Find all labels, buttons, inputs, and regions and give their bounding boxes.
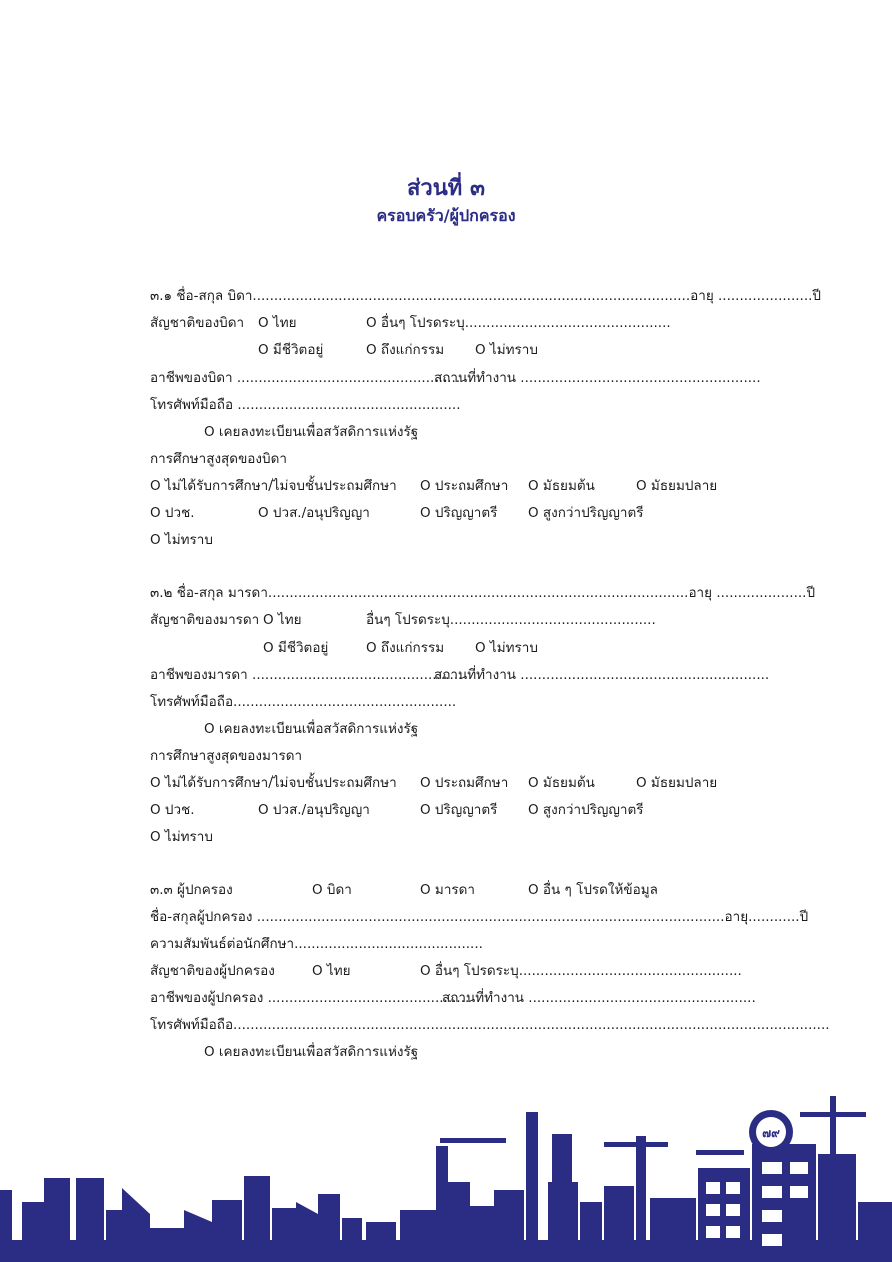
mother-edu-primary-radio[interactable]: O ประถมศึกษา [420, 775, 509, 791]
mother-alive-radio[interactable]: O มีชีวิตอยู่ [263, 640, 329, 656]
guardian-thai-radio[interactable]: O ไทย [312, 963, 351, 979]
mother-edu-bachelor-radio[interactable]: O ปริญญาตรี [420, 802, 498, 818]
city-skyline-illustration [0, 1090, 892, 1262]
emblem-gear-icon [749, 1110, 793, 1154]
father-name-field[interactable]: ๓.๑ ชื่อ-สกุล บิดา......................................................................................................อายุ ......................ปี [150, 288, 821, 304]
father-deceased-radio[interactable]: O ถึงแก่กรรม [366, 342, 445, 358]
father-nationality-label: สัญชาติของบิดา [150, 315, 245, 331]
guardian-occupation-field[interactable]: อาชีพของผู้ปกครอง ............................................... [150, 990, 470, 1006]
father-edu-upper-secondary-radio[interactable]: O มัธยมปลาย [636, 478, 718, 494]
father-edu-above-bachelor-radio[interactable]: O สูงกว่าปริญญาตรี [528, 505, 644, 521]
mother-education-label: การศึกษาสูงสุดของมารดา [150, 748, 303, 764]
guardian-nationality-label: สัญชาติของผู้ปกครอง [150, 963, 275, 979]
father-edu-bachelor-radio[interactable]: O ปริญญาตรี [420, 505, 498, 521]
guardian-label: ๓.๓ ผู้ปกครอง [150, 882, 233, 898]
mother-unknown-radio[interactable]: O ไม่ทราบ [475, 640, 538, 656]
father-unknown-radio[interactable]: O ไม่ทราบ [475, 342, 538, 358]
guardian-relation-field[interactable]: ความสัมพันธ์ต่อนักศึกษา............................................ [150, 936, 483, 952]
father-edu-lower-secondary-radio[interactable]: O มัธยมต้น [528, 478, 595, 494]
father-other-nationality-radio[interactable]: O อื่นๆ โปรดระบุ................................................ [366, 315, 671, 331]
guardian-welfare-checkbox[interactable]: O เคยลงทะเบียนเพื่อสวัสดิการแห่งรัฐ [204, 1044, 419, 1060]
mother-deceased-radio[interactable]: O ถึงแก่กรรม [366, 640, 445, 656]
father-edu-unknown-radio[interactable]: O ไม่ทราบ [150, 532, 213, 548]
mother-nationality-label: สัญชาติของมารดา [150, 612, 260, 628]
father-occupation-field[interactable]: อาชีพของบิดา .................................................... [150, 370, 461, 386]
mother-edu-vocational-radio[interactable]: O ปวช. [150, 802, 195, 818]
father-thai-radio[interactable]: O ไทย [258, 315, 297, 331]
father-edu-high-vocational-radio[interactable]: O ปวส./อนุปริญญา [258, 505, 370, 521]
father-workplace-field[interactable]: สถานที่ทำงาน ........................................................ [434, 370, 761, 386]
father-edu-none-radio[interactable]: O ไม่ได้รับการศึกษา/ไม่จบชั้นประถมศึกษา [150, 478, 397, 494]
father-alive-radio[interactable]: O มีชีวิตอยู่ [258, 342, 324, 358]
mother-thai-radio[interactable]: O ไทย [263, 612, 302, 628]
mother-edu-above-bachelor-radio[interactable]: O สูงกว่าปริญญาตรี [528, 802, 644, 818]
mother-other-nationality-radio[interactable]: อื่นๆ โปรดระบุ................................................ [366, 612, 656, 628]
page-subtitle: ครอบครัว/ผู้ปกครอง [376, 206, 516, 225]
father-education-label: การศึกษาสูงสุดของบิดา [150, 451, 287, 467]
mother-edu-high-vocational-radio[interactable]: O ปวส./อนุปริญญา [258, 802, 370, 818]
mother-welfare-checkbox[interactable]: O เคยลงทะเบียนเพื่อสวัสดิการแห่งรัฐ [204, 721, 419, 737]
mother-phone-field[interactable]: โทรศัพท์มือถือ.................................................... [150, 694, 457, 710]
guardian-other-radio[interactable]: O อื่น ๆ โปรดให้ข้อมูล [528, 882, 658, 898]
father-edu-vocational-radio[interactable]: O ปวช. [150, 505, 195, 521]
guardian-mother-radio[interactable]: O มารดา [420, 882, 475, 898]
mother-name-field[interactable]: ๓.๒ ชื่อ-สกุล มารดา..................................................................................................อายุ .....................ปี [150, 585, 816, 601]
mother-edu-none-radio[interactable]: O ไม่ได้รับการศึกษา/ไม่จบชั้นประถมศึกษา [150, 775, 397, 791]
page-title: ส่วนที่ ๓ [406, 176, 486, 201]
guardian-father-radio[interactable]: O บิดา [312, 882, 352, 898]
mother-edu-unknown-radio[interactable]: O ไม่ทราบ [150, 829, 213, 845]
mother-workplace-field[interactable]: สถานที่ทำงาน .......................................................... [434, 667, 770, 683]
mother-edu-upper-secondary-radio[interactable]: O มัธยมปลาย [636, 775, 718, 791]
emblem-text: ๗๙ [762, 1126, 780, 1140]
guardian-other-nationality-radio[interactable]: O อื่นๆ โปรดระบุ.................................................... [420, 963, 742, 979]
father-welfare-checkbox[interactable]: O เคยลงทะเบียนเพื่อสวัสดิการแห่งรัฐ [204, 424, 419, 440]
mother-occupation-field[interactable]: อาชีพของมารดา ................................................. [150, 667, 463, 683]
father-phone-field[interactable]: โทรศัพท์มือถือ .................................................... [150, 397, 461, 413]
guardian-workplace-field[interactable]: สถานที่ทำงาน ..................................................... [442, 990, 756, 1006]
mother-edu-lower-secondary-radio[interactable]: O มัธยมต้น [528, 775, 595, 791]
guardian-name-field[interactable]: ชื่อ-สกุลผู้ปกครอง .............................................................................................................อายุ............ปี [150, 909, 809, 925]
guardian-phone-field[interactable]: โทรศัพท์มือถือ........................................................................................................................................... [150, 1017, 830, 1033]
father-edu-primary-radio[interactable]: O ประถมศึกษา [420, 478, 509, 494]
